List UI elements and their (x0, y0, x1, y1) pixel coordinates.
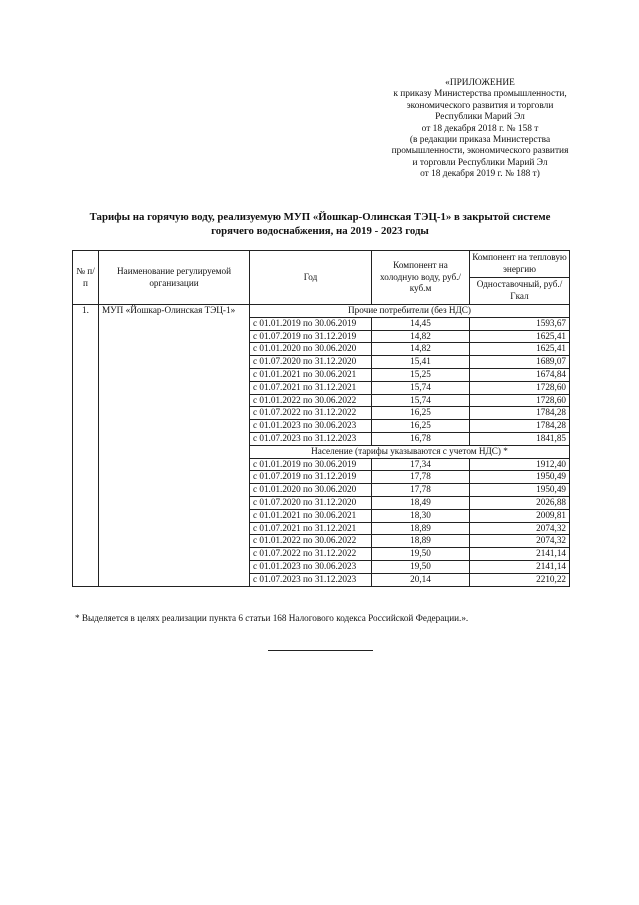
appendix-header (355, 78, 605, 181)
cold-water-cell: 15,41 (372, 356, 470, 369)
heat-energy-cell: 2141,14 (470, 548, 570, 561)
cold-water-cell: 18,49 (372, 496, 470, 509)
document-title (40, 210, 600, 238)
cold-water-cell: 14,82 (372, 330, 470, 343)
section-label: Население (тарифы указываются с учетом НДС) * (250, 445, 570, 458)
cold-water-cell: 20,14 (372, 573, 470, 586)
heat-energy-cell: 1950,49 (470, 471, 570, 484)
header-heat-single-rate: Одноставочный, руб./Гкал (470, 278, 570, 305)
appendix-line: от 18 декабря 2018 г. № 158 т (421, 123, 539, 134)
period-cell: с 01.01.2021 по 30.06.2021 (250, 368, 372, 381)
appendix-line: экономического развития и торговли (406, 100, 554, 111)
cold-water-cell: 17,78 (372, 471, 470, 484)
heat-energy-cell: 1625,41 (470, 330, 570, 343)
heat-energy-cell: 1593,67 (470, 317, 570, 330)
cold-water-cell: 14,82 (372, 343, 470, 356)
appendix-line: «ПРИЛОЖЕНИЕ (445, 78, 515, 88)
heat-energy-cell: 1784,28 (470, 407, 570, 420)
title-line-1: Тарифы на горячую воду, реализуемую МУП «Йошкар-Олинская ТЭЦ-1» в закрытой системе (89, 211, 551, 223)
header-organization: Наименование регулируемой организации (99, 251, 250, 305)
cold-water-cell: 15,74 (372, 394, 470, 407)
cold-water-cell: 17,78 (372, 484, 470, 497)
period-cell: с 01.07.2022 по 31.12.2022 (250, 548, 372, 561)
header-number: № п/п (73, 251, 99, 305)
tariff-table-body (73, 305, 570, 587)
period-cell: с 01.07.2023 по 31.12.2023 (250, 432, 372, 445)
heat-energy-cell: 1674,84 (470, 368, 570, 381)
signature-line (268, 650, 373, 651)
tariff-table (72, 250, 570, 587)
header-heat-energy: Компонент на тепловую энергию (470, 251, 570, 278)
heat-energy-cell: 2074,32 (470, 535, 570, 548)
header-period: Год (250, 251, 372, 305)
appendix-line: к приказу Министерства промышленности, (393, 89, 567, 100)
heat-energy-cell: 1912,40 (470, 458, 570, 471)
heat-energy-cell: 2141,14 (470, 560, 570, 573)
cold-water-cell: 15,25 (372, 368, 470, 381)
heat-energy-cell: 1728,60 (470, 381, 570, 394)
title-line-2: горячего водоснабжения, на 2019 - 2023 годы (211, 225, 429, 237)
section-row (73, 305, 570, 318)
cold-water-cell: 16,25 (372, 420, 470, 433)
heat-energy-cell: 2009,81 (470, 509, 570, 522)
cold-water-cell: 19,50 (372, 560, 470, 573)
cold-water-cell: 18,89 (372, 535, 470, 548)
heat-energy-cell: 1728,60 (470, 394, 570, 407)
period-cell: с 01.01.2023 по 30.06.2023 (250, 560, 372, 573)
cold-water-cell: 16,25 (372, 407, 470, 420)
cold-water-cell: 14,45 (372, 317, 470, 330)
period-cell: с 01.07.2020 по 31.12.2020 (250, 496, 372, 509)
header-cold-water: Компонент на холодную воду, руб./куб.м (372, 251, 470, 305)
heat-energy-cell: 1841,85 (470, 432, 570, 445)
period-cell: с 01.07.2022 по 31.12.2022 (250, 407, 372, 420)
cold-water-cell: 16,78 (372, 432, 470, 445)
heat-energy-cell: 1689,07 (470, 356, 570, 369)
period-cell: с 01.01.2022 по 30.06.2022 (250, 394, 372, 407)
heat-energy-cell: 2210,22 (470, 573, 570, 586)
heat-energy-cell: 1625,41 (470, 343, 570, 356)
organization-name: МУП «Йошкар-Олинская ТЭЦ-1» (99, 305, 250, 587)
cold-water-cell: 17,34 (372, 458, 470, 471)
heat-energy-cell: 1784,28 (470, 420, 570, 433)
heat-energy-cell: 1950,49 (470, 484, 570, 497)
cold-water-cell: 18,89 (372, 522, 470, 535)
appendix-line: промышленности, экономического развития (391, 146, 569, 157)
heat-energy-cell: 2074,32 (470, 522, 570, 535)
appendix-line: Республики Марий Эл (435, 112, 525, 123)
heat-energy-cell: 2026,88 (470, 496, 570, 509)
period-cell: с 01.07.2019 по 31.12.2019 (250, 330, 372, 343)
appendix-line: от 18 декабря 2019 г. № 188 т) (420, 169, 540, 180)
appendix-line: и торговли Республики Марий Эл (412, 157, 548, 168)
period-cell: с 01.01.2023 по 30.06.2023 (250, 420, 372, 433)
appendix-line: (в редакции приказа Министерства (409, 135, 551, 146)
period-cell: с 01.07.2021 по 31.12.2021 (250, 381, 372, 394)
section-label: Прочие потребители (без НДС) (250, 305, 570, 318)
cold-water-cell: 19,50 (372, 548, 470, 561)
row-number: 1. (73, 305, 99, 587)
period-cell: с 01.01.2020 по 30.06.2020 (250, 343, 372, 356)
period-cell: с 01.01.2019 по 30.06.2019 (250, 458, 372, 471)
footnote: * Выделяется в целях реализации пункта 6 статьи 168 Налогового кодекса Российской Федерации.». (75, 613, 469, 623)
period-cell: с 01.01.2019 по 30.06.2019 (250, 317, 372, 330)
period-cell: с 01.07.2023 по 31.12.2023 (250, 573, 372, 586)
cold-water-cell: 18,30 (372, 509, 470, 522)
cold-water-cell: 15,74 (372, 381, 470, 394)
period-cell: с 01.07.2020 по 31.12.2020 (250, 356, 372, 369)
period-cell: с 01.07.2019 по 31.12.2019 (250, 471, 372, 484)
period-cell: с 01.01.2020 по 30.06.2020 (250, 484, 372, 497)
period-cell: с 01.01.2021 по 30.06.2021 (250, 509, 372, 522)
period-cell: с 01.07.2021 по 31.12.2021 (250, 522, 372, 535)
period-cell: с 01.01.2022 по 30.06.2022 (250, 535, 372, 548)
